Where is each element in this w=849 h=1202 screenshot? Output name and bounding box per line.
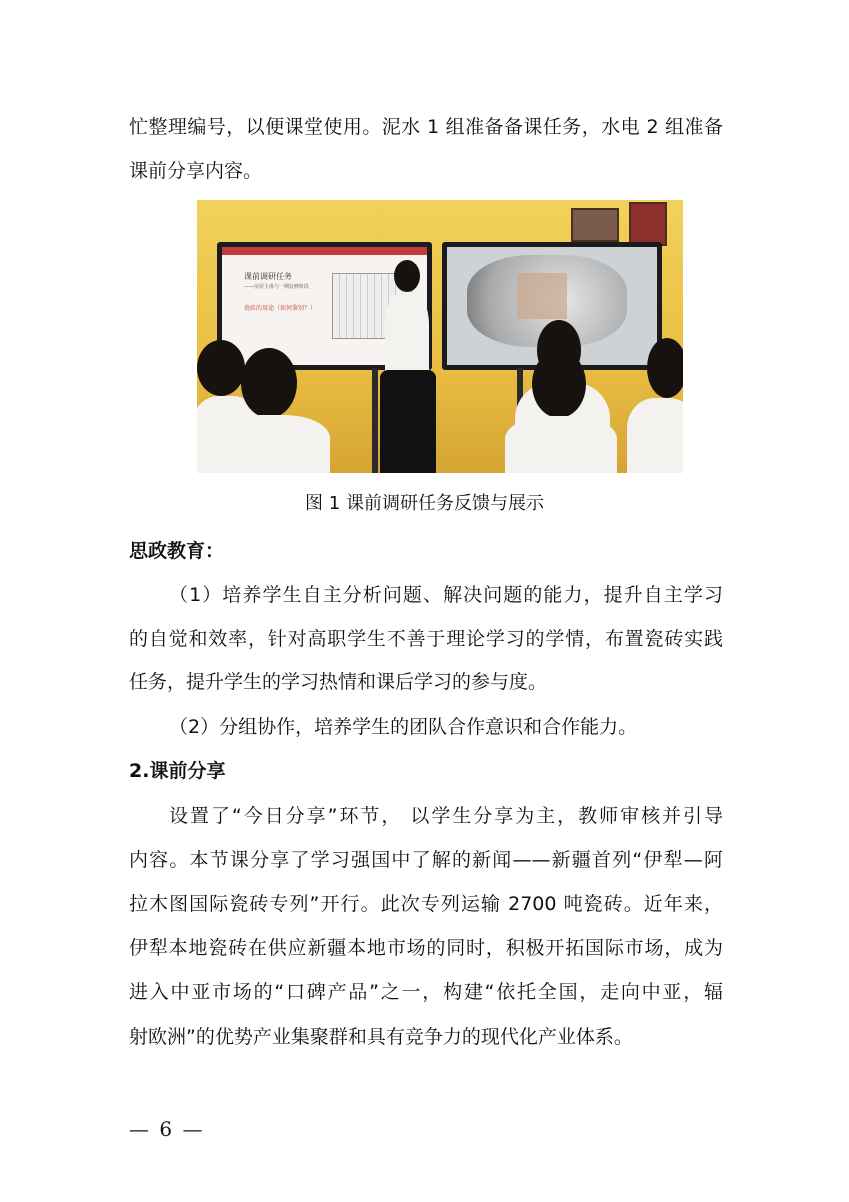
screen-note: 瓷砖的用途（如何鉴别？）	[244, 305, 317, 312]
page-number: — 6 —	[129, 1117, 205, 1141]
paragraph-line: 拉木图国际瓷砖专列”开行。此次专列运输 2700 吨瓷砖。近年来，	[129, 893, 723, 915]
paragraph-line: 课前分享内容。	[129, 160, 263, 182]
paragraph-line: （2）分组协作，培养学生的团队合作意识和合作能力。	[169, 716, 638, 738]
screen-title: 课前调研任务	[244, 272, 292, 281]
paragraph-line: 伊犁本地瓷砖在供应新疆本地市场的同时，积极开拓国际市场，成为	[129, 937, 723, 959]
paragraph-line: 内容。本节课分享了学习强国中了解的新闻——新疆首列“伊犁—阿	[129, 849, 723, 871]
paragraph-line: 的自觉和效率，针对高职学生不善于理论学习的学情，布置瓷砖实践	[129, 628, 723, 650]
screen-subtitle: ——房屋主体与一期装修阶段	[244, 284, 310, 290]
paragraph-line: （1）培养学生自主分析问题、解决问题的能力，提升自主学习	[169, 584, 723, 606]
classroom-photo	[197, 200, 683, 473]
paragraph-line: 忙整理编号，以便课堂使用。泥水 1 组准备备课任务，水电 2 组准备	[129, 116, 723, 138]
figure-caption: 图 1 课前调研任务反馈与展示	[305, 493, 544, 514]
section-heading-ideology: 思政教育：	[129, 540, 225, 562]
paragraph-line: 进入中亚市场的“口碑产品”之一，构建“依托全国，走向中亚，辐	[129, 981, 723, 1003]
paragraph-line: 任务，提升学生的学习热情和课后学习的参与度。	[129, 671, 548, 693]
paragraph-line: 射欧洲”的优势产业集聚群和具有竞争力的现代化产业体系。	[129, 1026, 633, 1048]
section-heading-share: 2.课前分享	[129, 760, 226, 782]
paragraph-line: 设置了“今日分享”环节， 以学生分享为主，教师审核并引导	[169, 805, 723, 827]
